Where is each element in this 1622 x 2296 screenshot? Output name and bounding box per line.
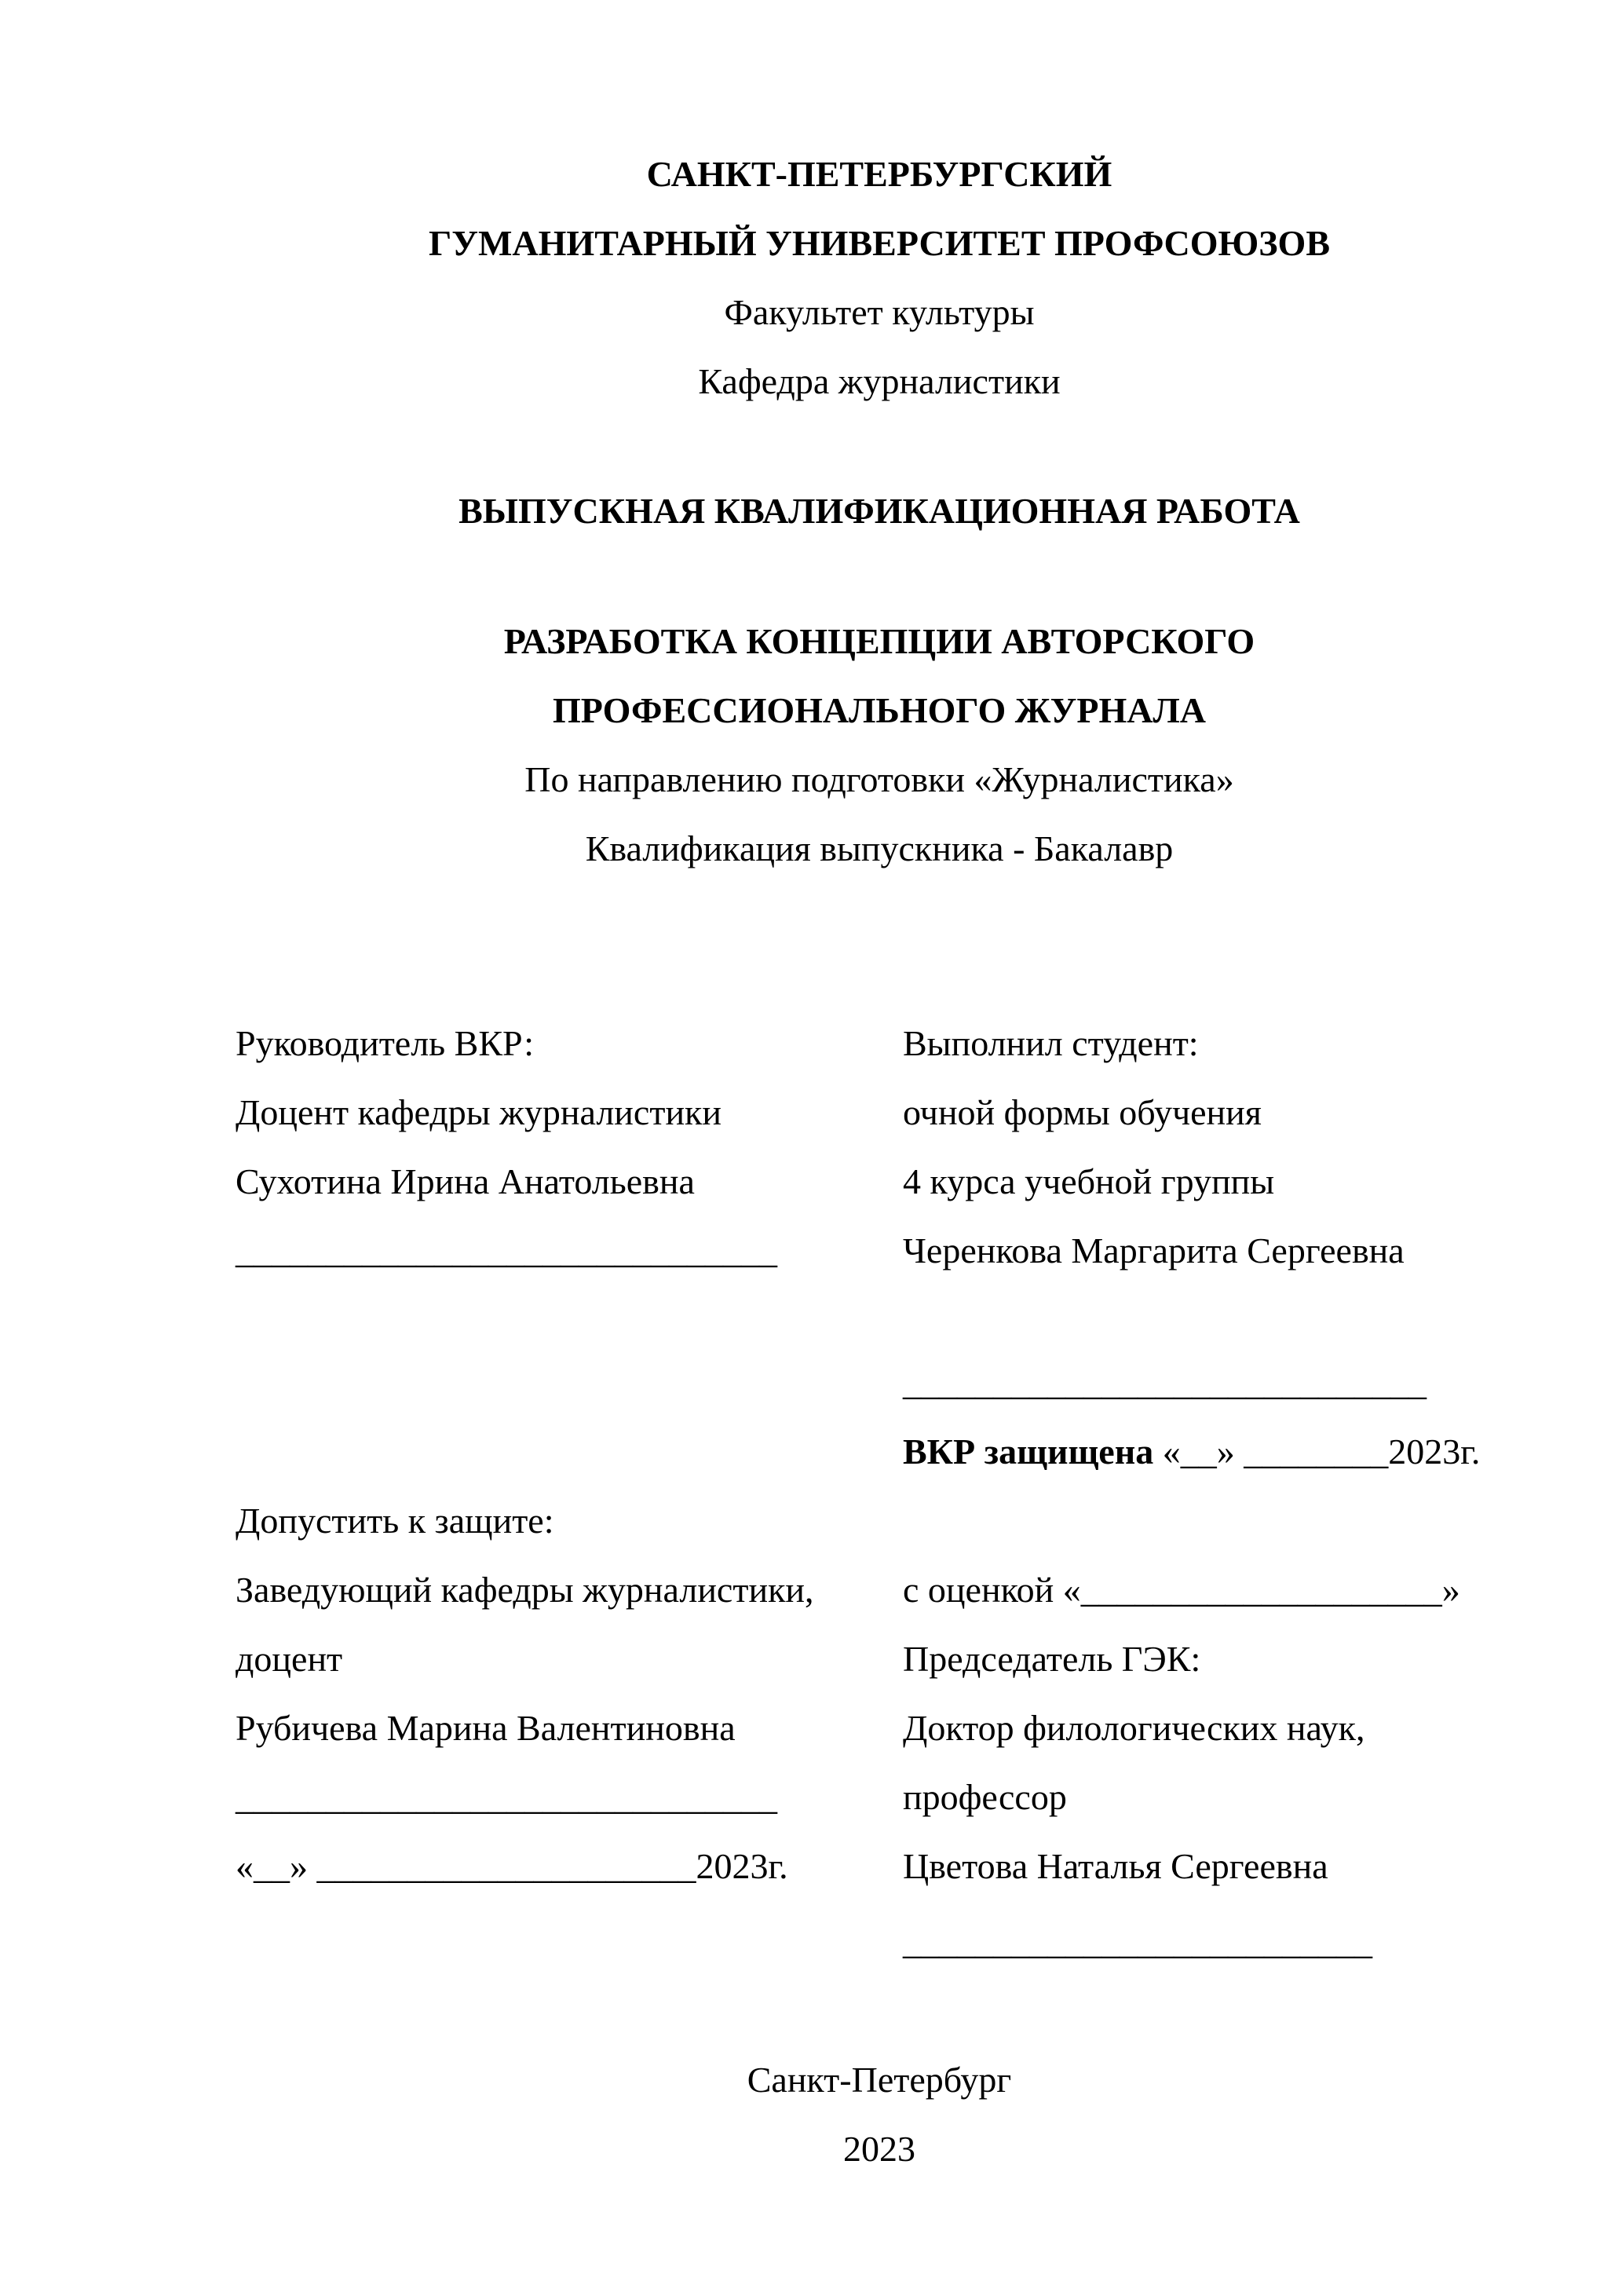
spacer: [236, 1285, 1523, 1348]
student-name: Черенкова Маргарита Сергеевна: [903, 1230, 1405, 1270]
committee-chair-label: Председатель ГЭК:: [903, 1639, 1201, 1679]
signature-row: [236, 1763, 1523, 1832]
signature-row: [236, 1417, 1523, 1486]
defense-status-bold: ВКР защищена: [903, 1431, 1154, 1472]
qualification-line: Квалификация выпускника - Бакалавр: [585, 828, 1174, 868]
defense-date-line: «__» ________2023г.: [1162, 1431, 1481, 1472]
student-info-line-2: 4 курса учебной группы: [903, 1161, 1275, 1201]
student-info-line-1: очной формы обучения: [903, 1092, 1262, 1132]
student-label: Выполнил студент:: [903, 1023, 1199, 1063]
signature-row: [236, 1348, 1523, 1417]
signature-row: [236, 1907, 1523, 1976]
spacer: [236, 416, 1523, 477]
department-head-position-line-2: доцент: [236, 1639, 343, 1679]
supervisor-position: Доцент кафедры журналистики: [236, 1092, 722, 1132]
university-name-line-1: САНКТ-ПЕТЕРБУРГСКИЙ: [646, 154, 1112, 194]
committee-chair-title: профессор: [903, 1777, 1067, 1817]
work-type-heading: ВЫПУСКНАЯ КВАЛИФИКАЦИОННАЯ РАБОТА: [458, 491, 1300, 531]
empty-cell: [903, 1486, 1523, 1556]
study-direction: По направлению подготовки «Журналистика»: [524, 759, 1234, 799]
year: 2023: [843, 2129, 915, 2169]
empty-cell: [236, 1348, 903, 1417]
spacer: [236, 1976, 1523, 2046]
supervisor-name: Сухотина Ирина Анатольевна: [236, 1161, 695, 1201]
signature-row: [236, 1009, 1523, 1078]
admission-label: Допустить к защите:: [236, 1501, 554, 1541]
university-name-line-2: ГУМАНИТАРНЫЙ УНИВЕРСИТЕТ ПРОФСОЮЗОВ: [428, 223, 1331, 263]
committee-chair-degree: Доктор филологических наук,: [903, 1708, 1365, 1748]
signature-row: [236, 1216, 1523, 1285]
defense-status-line: [903, 1417, 1523, 1486]
signature-row: [236, 1556, 1523, 1625]
thesis-title-line-2: ПРОФЕССИОНАЛЬНОГО ЖУРНАЛА: [553, 690, 1206, 730]
signature-row: [236, 1694, 1523, 1763]
spacer: [236, 1901, 1523, 1907]
city-name: Санкт-Петербург: [747, 2060, 1012, 2100]
committee-signature-line: __________________________: [903, 1921, 1372, 1961]
student-signature-line: _____________________________: [903, 1362, 1427, 1402]
admission-date-line: «__» _____________________2023г.: [236, 1846, 788, 1886]
thesis-title-line-1: РАЗРАБОТКА КОНЦЕПЦИИ АВТОРСКОГО: [503, 621, 1255, 661]
empty-cell: [236, 1907, 903, 1976]
signature-row: [236, 1147, 1523, 1216]
grade-line: с оценкой «____________________»: [903, 1570, 1460, 1610]
admission-signature-line: ______________________________: [236, 1777, 777, 1817]
committee-chair-name: Цветова Наталья Сергеевна: [903, 1846, 1328, 1886]
supervisor-signature-line: ______________________________: [236, 1230, 777, 1270]
signature-row: [236, 1078, 1523, 1147]
supervisor-label: Руководитель ВКР:: [236, 1023, 535, 1063]
spacer: [236, 883, 1523, 1009]
department-head-position-line-1: Заведующий кафедры журналистики,: [236, 1570, 814, 1610]
department-head-name: Рубичева Марина Валентиновна: [236, 1708, 736, 1748]
signature-row: [236, 1486, 1523, 1556]
department-name: Кафедра журналистики: [698, 361, 1061, 401]
signature-row: [236, 1625, 1523, 1694]
faculty-name: Факультет культуры: [724, 292, 1035, 332]
empty-cell: [236, 1417, 903, 1486]
spacer: [236, 546, 1523, 607]
signature-row: [236, 1832, 1523, 1901]
